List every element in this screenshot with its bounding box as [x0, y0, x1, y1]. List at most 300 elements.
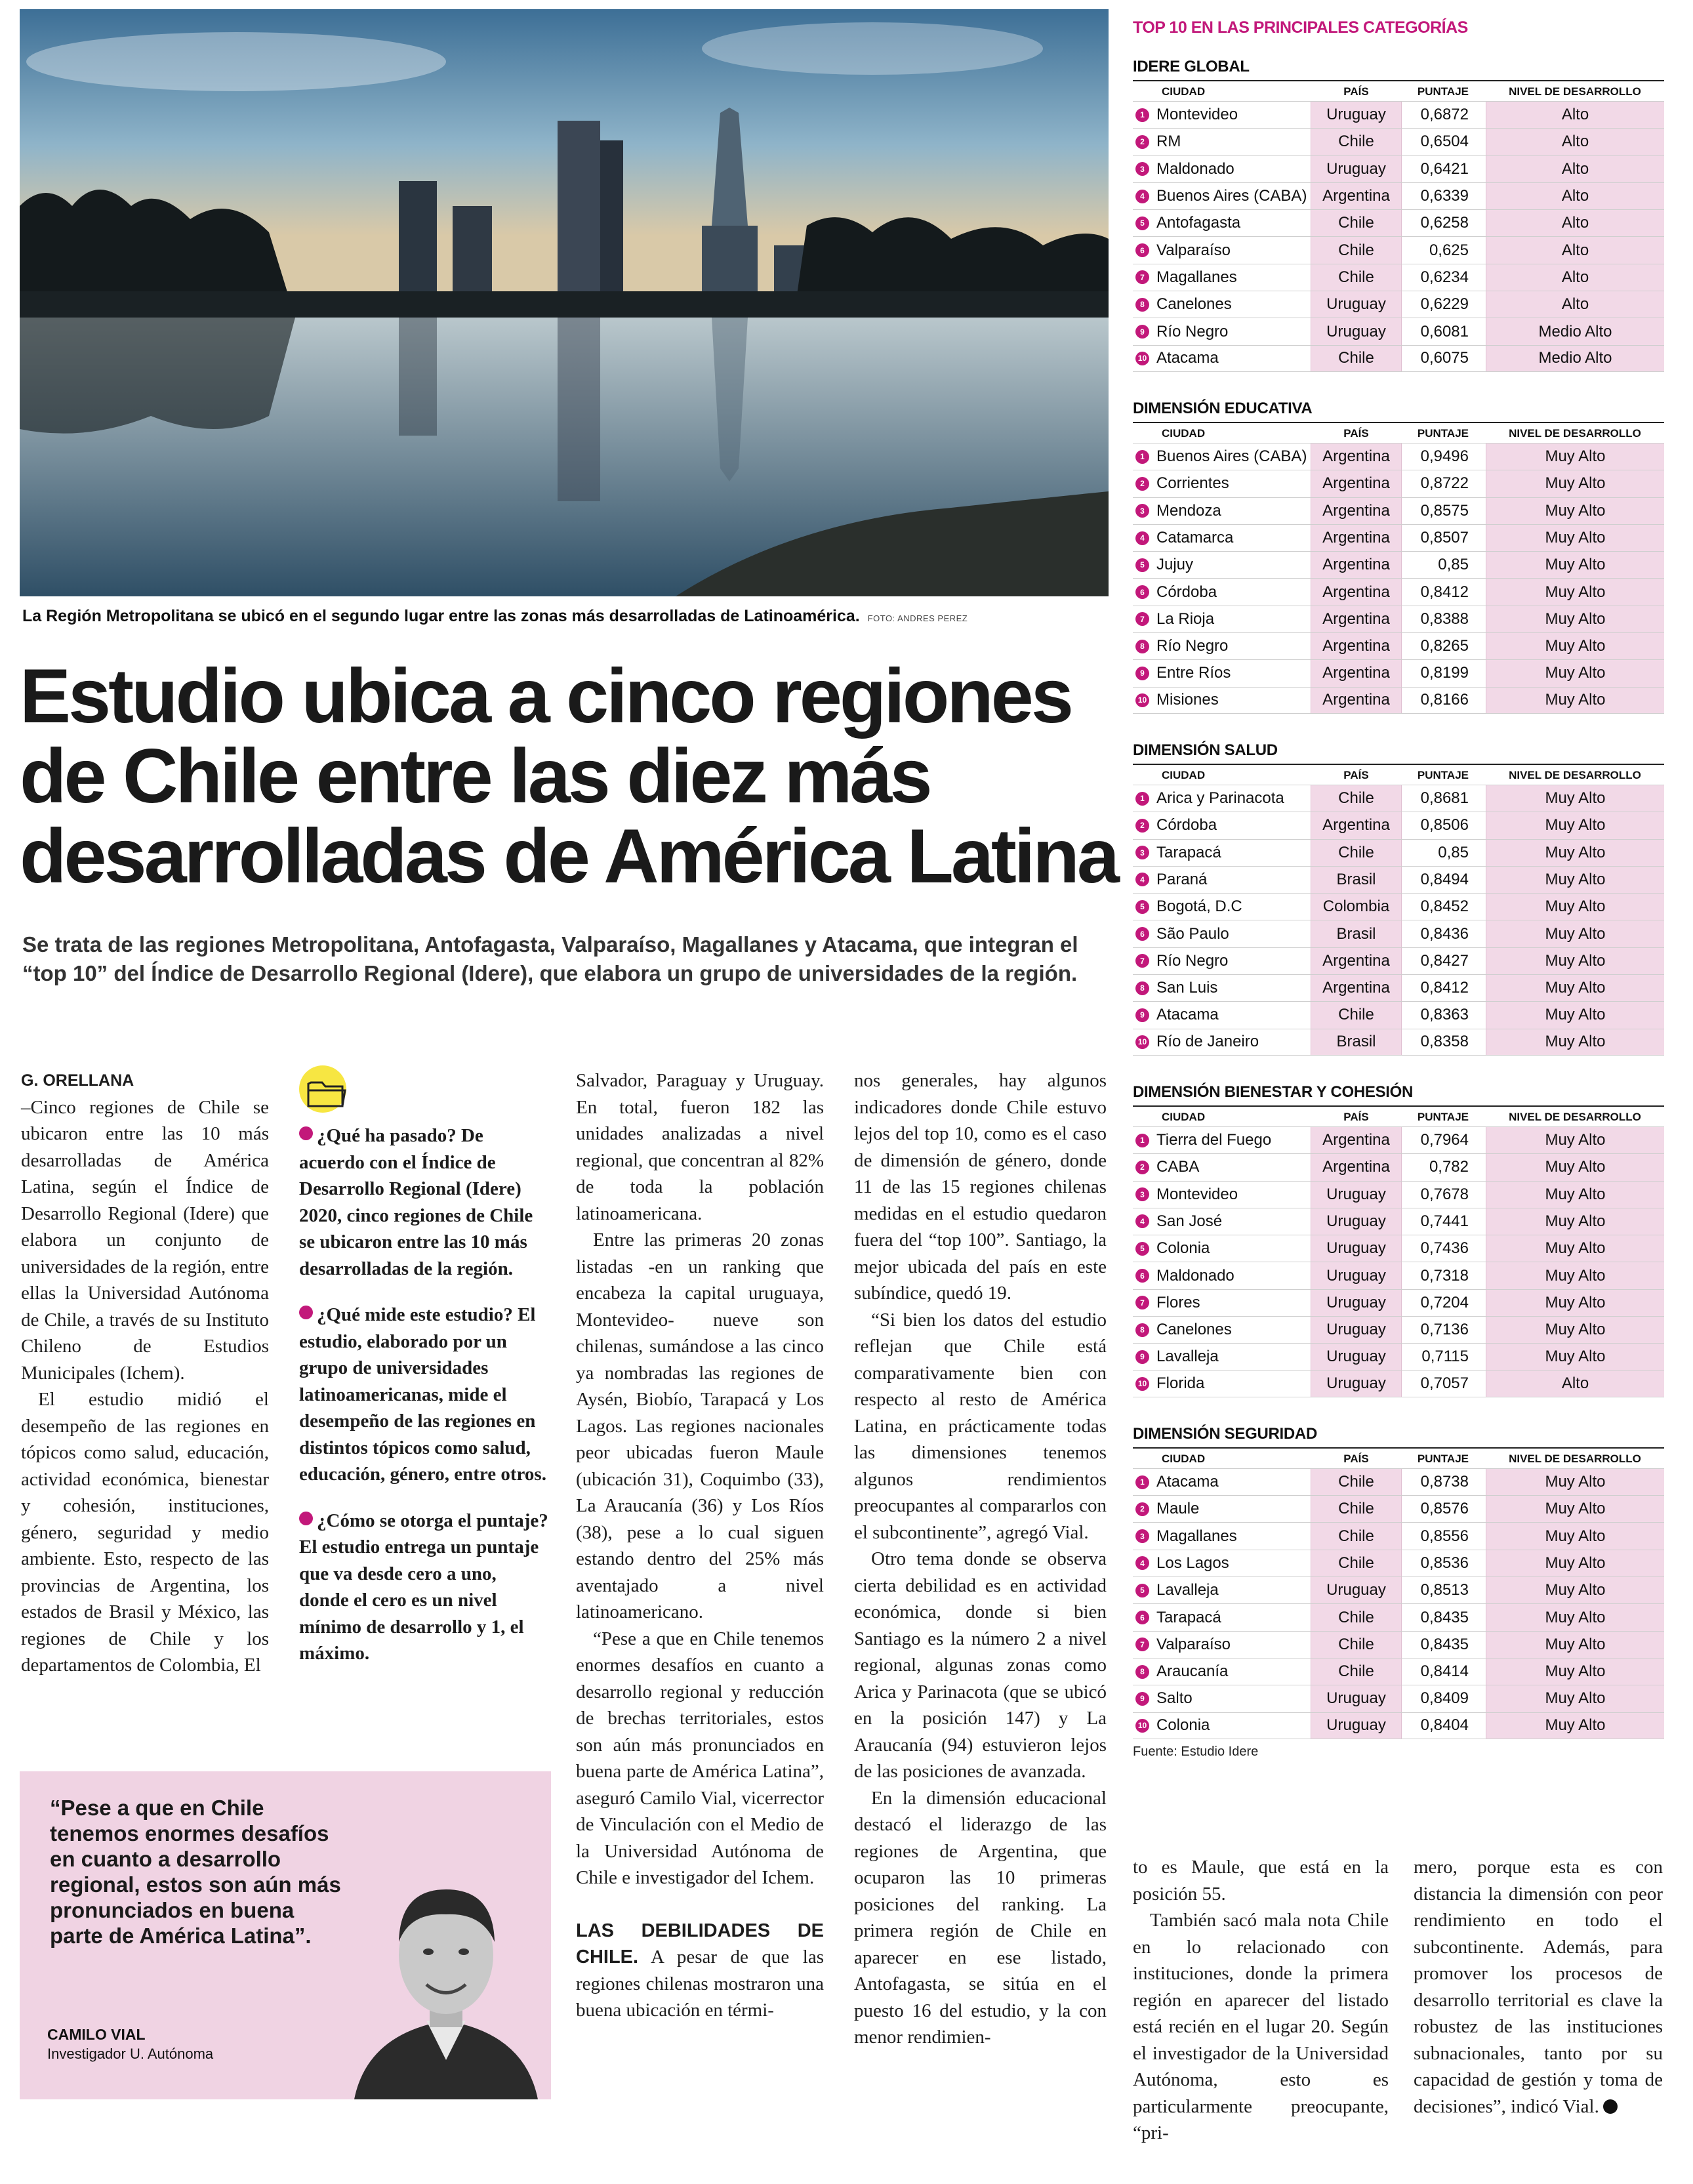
city-skyline-image: [20, 9, 1109, 596]
cell-city: [1133, 1212, 1311, 1231]
table-row: [1133, 1576, 1664, 1603]
rank-badge: 6: [1135, 927, 1149, 941]
qa-answer: El estudio, elaborado por un grupo de universidades latinoamericanas, mide el desempeño de las regiones en distintos tópicos como salud, educación, género, entre otros.: [299, 1304, 546, 1485]
header-country: PAÍS: [1343, 768, 1369, 781]
rank-badge: 8: [1135, 1665, 1149, 1679]
cell-score: 0,8452: [1420, 897, 1469, 916]
table-row: [1133, 947, 1664, 974]
header-level: NIVEL DE DESARROLLO: [1509, 426, 1641, 440]
table-row: [1133, 1001, 1664, 1028]
ranking-table: [1133, 1425, 1664, 1739]
cell-score: 0,7964: [1420, 1131, 1469, 1149]
rank-badge: 7: [1135, 954, 1149, 968]
cell-score: 0,8507: [1420, 529, 1469, 546]
cell-level: Muy Alto: [1486, 1604, 1664, 1630]
cell-city: [1133, 133, 1311, 151]
rank-badge: 7: [1135, 1296, 1149, 1309]
city-name: Montevideo: [1156, 1185, 1238, 1203]
rank-badge: 5: [1135, 1242, 1149, 1256]
cell-level: Muy Alto: [1486, 606, 1664, 632]
cell-country: Chile: [1311, 346, 1402, 371]
cell-city: [1133, 214, 1311, 232]
cell-country: Chile: [1311, 1604, 1402, 1630]
byline: G. ORELLANA: [21, 1071, 134, 1090]
table-header: [1133, 423, 1664, 443]
ranking-table: [1133, 58, 1664, 372]
cell-level: Muy Alto: [1486, 1182, 1664, 1208]
cell-score: 0,8575: [1420, 501, 1469, 520]
city-name: Maule: [1156, 1500, 1200, 1518]
cell-level: Muy Alto: [1486, 1496, 1664, 1522]
header-country: PAÍS: [1343, 85, 1369, 98]
cell-level: Muy Alto: [1486, 579, 1664, 605]
cell-level: Alto: [1486, 210, 1664, 236]
cell-country: Brasil: [1311, 867, 1402, 893]
cell-score: 0,8576: [1420, 1500, 1469, 1518]
cell-country: Chile: [1311, 1496, 1402, 1522]
article-column-6: [1414, 1854, 1663, 2120]
cell-country: Chile: [1311, 1469, 1402, 1495]
cell-level: Muy Alto: [1486, 812, 1664, 838]
cell-level: Muy Alto: [1486, 470, 1664, 497]
cell-level: Muy Alto: [1486, 1208, 1664, 1235]
cell-level: Muy Alto: [1486, 1029, 1664, 1055]
cell-level: Muy Alto: [1486, 498, 1664, 524]
city-name: Arica y Parinacota: [1156, 789, 1284, 808]
rank-badge: 1: [1135, 1134, 1149, 1147]
rank-badge: 5: [1135, 1584, 1149, 1597]
rank-badge: 2: [1135, 1161, 1149, 1174]
rank-badge: 8: [1135, 640, 1149, 653]
cell-level: Muy Alto: [1486, 1523, 1664, 1549]
cell-country: Argentina: [1311, 948, 1402, 974]
table-row: [1133, 785, 1664, 812]
cell-score: 0,85: [1438, 556, 1469, 574]
rankings-tables: [1133, 58, 1664, 1739]
cell-level: Muy Alto: [1486, 1235, 1664, 1262]
cell-country: Uruguay: [1311, 1208, 1402, 1235]
cell-country: Argentina: [1311, 1127, 1402, 1153]
paragraph: “Pese a que en Chile tenemos enormes desafíos en cuanto a desarrollo regional y reducción de brechas territoriales, estos son aún más pronunciados en buena parte de América Latina”, aseguró Camilo Vial, vicerrector de Vinculación con el Medio de la Universidad Autónoma de Chile e investigador del Ichem.: [576, 1628, 824, 1888]
cell-level: Alto: [1486, 264, 1664, 291]
city-name: Los Lagos: [1156, 1554, 1229, 1572]
cell-score: 0,8199: [1420, 664, 1469, 682]
cell-score: 0,8412: [1420, 979, 1469, 997]
cell-score: 0,8722: [1420, 474, 1469, 493]
rank-badge: 7: [1135, 270, 1149, 284]
headline: [20, 653, 1117, 899]
cell-score: 0,7678: [1420, 1185, 1469, 1203]
cell-city: [1133, 1554, 1311, 1573]
table-header: [1133, 1449, 1664, 1468]
header-level: NIVEL DE DESARROLLO: [1509, 85, 1641, 98]
table-row: [1133, 659, 1664, 686]
cell-score: 0,7115: [1421, 1348, 1469, 1366]
qa-item: [299, 1123, 548, 1282]
city-name: Córdoba: [1156, 583, 1217, 601]
header-level: NIVEL DE DESARROLLO: [1509, 768, 1641, 781]
table-row: [1133, 1262, 1664, 1288]
caption-text: La Región Metropolitana se ubicó en el segundo lugar entre las zonas más desarrolladas de Latinoamérica.: [22, 607, 860, 625]
cell-score: 0,6229: [1420, 295, 1469, 314]
cell-score: 0,6872: [1420, 106, 1469, 124]
table-header: [1133, 1107, 1664, 1126]
cell-country: Argentina: [1311, 660, 1402, 686]
cell-score: 0,8436: [1420, 924, 1469, 943]
cell-city: [1133, 1033, 1311, 1051]
table-row: [1133, 1685, 1664, 1712]
cell-country: Chile: [1311, 129, 1402, 155]
rank-badge: 1: [1135, 1475, 1149, 1489]
city-name: Flores: [1156, 1293, 1200, 1311]
cell-city: [1133, 925, 1311, 943]
city-name: Catamarca: [1156, 529, 1234, 546]
rank-badge: 3: [1135, 1529, 1149, 1543]
rank-badge: 8: [1135, 1323, 1149, 1337]
cell-city: [1133, 691, 1311, 709]
rank-badge: 3: [1135, 1187, 1149, 1201]
cell-level: Muy Alto: [1486, 1317, 1664, 1343]
cell-level: Muy Alto: [1486, 1469, 1664, 1495]
city-name: Atacama: [1156, 1473, 1219, 1491]
cell-level: Alto: [1486, 1371, 1664, 1397]
cell-country: Argentina: [1311, 606, 1402, 632]
cell-level: Medio Alto: [1486, 318, 1664, 344]
rank-badge: 9: [1135, 1692, 1149, 1706]
table-row: [1133, 524, 1664, 551]
qa-item: [299, 1508, 548, 1667]
rank-badge: 6: [1135, 1269, 1149, 1283]
cell-score: 0,782: [1429, 1158, 1469, 1176]
cell-score: 0,8427: [1420, 951, 1469, 970]
cell-score: 0,8738: [1420, 1473, 1469, 1491]
cell-country: Uruguay: [1311, 1235, 1402, 1262]
article-column-5: [1133, 1854, 1389, 2147]
cell-city: [1133, 1581, 1311, 1599]
cell-level: Muy Alto: [1486, 1632, 1664, 1658]
cover-photo: [20, 9, 1109, 596]
cell-city: [1133, 637, 1311, 655]
header-city: CIUDAD: [1162, 1452, 1206, 1465]
cell-level: Alto: [1486, 237, 1664, 263]
rank-badge: 10: [1135, 1719, 1149, 1733]
cell-city: [1133, 160, 1311, 178]
rank-badge: 4: [1135, 531, 1149, 545]
cell-score: 0,8363: [1420, 1006, 1469, 1024]
cell-city: [1133, 1185, 1311, 1204]
city-name: Entre Ríos: [1156, 664, 1231, 682]
table-row: [1133, 1603, 1664, 1630]
cell-country: Uruguay: [1311, 1577, 1402, 1603]
cell-country: Chile: [1311, 1002, 1402, 1028]
cell-score: 0,85: [1438, 843, 1469, 861]
cell-country: Chile: [1311, 785, 1402, 812]
source-note: Fuente: Estudio Idere: [1133, 1744, 1259, 1759]
cell-country: Argentina: [1311, 812, 1402, 838]
ranking-table: [1133, 1083, 1664, 1397]
cell-country: Uruguay: [1311, 1262, 1402, 1288]
cell-city: [1133, 1131, 1311, 1149]
cell-country: Uruguay: [1311, 1182, 1402, 1208]
cell-country: Argentina: [1311, 688, 1402, 713]
cell-score: 0,8265: [1420, 637, 1469, 655]
city-name: Canelones: [1156, 1321, 1232, 1339]
cell-city: [1133, 1527, 1311, 1546]
rank-badge: 8: [1135, 981, 1149, 995]
cell-score: 0,6504: [1420, 133, 1469, 151]
cell-city: [1133, 295, 1311, 314]
rank-badge: 9: [1135, 667, 1149, 680]
table-row: [1133, 1126, 1664, 1153]
cell-country: Uruguay: [1311, 102, 1402, 128]
table-row: [1133, 443, 1664, 470]
rank-badge: 6: [1135, 585, 1149, 599]
quote-author-role: Investigador U. Autónoma: [47, 2046, 214, 2062]
table-row: [1133, 497, 1664, 524]
cell-level: Muy Alto: [1486, 920, 1664, 947]
city-name: San Luis: [1156, 979, 1218, 997]
header-city: CIUDAD: [1162, 85, 1206, 98]
cell-city: [1133, 1716, 1311, 1735]
city-name: Colonia: [1156, 1716, 1210, 1735]
cell-score: 0,8435: [1420, 1608, 1469, 1626]
rank-badge: 2: [1135, 1502, 1149, 1516]
cell-level: Muy Alto: [1486, 552, 1664, 578]
cell-country: Chile: [1311, 1659, 1402, 1685]
table-row: [1133, 1468, 1664, 1495]
rankings-title: TOP 10 EN LAS PRINCIPALES CATEGORÍAS: [1133, 18, 1468, 37]
city-name: Tarapacá: [1156, 843, 1221, 861]
table-row: [1133, 182, 1664, 209]
cell-level: Muy Alto: [1486, 867, 1664, 893]
rank-badge: 1: [1135, 108, 1149, 122]
cell-level: Muy Alto: [1486, 1659, 1664, 1685]
rank-badge: 9: [1135, 1350, 1149, 1364]
city-name: Tarapacá: [1156, 1608, 1221, 1626]
rank-badge: 2: [1135, 819, 1149, 833]
rank-badge: 1: [1135, 450, 1149, 464]
paragraph: nos generales, hay algunos indicadores donde Chile estuvo lejos del top 10, como es el caso de dimensión de género, donde 11 de las 15 regiones chilenas medidas en el estudio quedaron fuera del “top 100”. Santiago, la mejor ubicada del país en este subíndice, quedó 19.: [854, 1070, 1107, 1304]
ranking-table: [1133, 741, 1664, 1056]
cell-city: [1133, 1374, 1311, 1393]
header-city: CIUDAD: [1162, 1110, 1206, 1123]
qa-box: [299, 1065, 548, 1687]
table-title: DIMENSIÓN SEGURIDAD: [1133, 1425, 1664, 1449]
header-country: PAÍS: [1343, 1110, 1369, 1123]
headline-line-2: de Chile entre las diez más: [20, 733, 930, 819]
cell-score: 0,8556: [1420, 1527, 1469, 1545]
rank-badge: 10: [1135, 352, 1149, 365]
cell-country: Uruguay: [1311, 156, 1402, 182]
paragraph: –Cinco regiones de Chile se ubicaron entre las 10 más desarrolladas de América Latina, según el Índice de Desarrollo Regional (Idere) que elabora un conjunto de universidades de la región, entre ellas la Universidad Autónoma de Chile, a través de su Instituto Chileno de Estudios Municipales (Ichem).: [21, 1096, 269, 1384]
city-name: Buenos Aires (CABA): [1156, 187, 1307, 205]
photo-caption: [22, 607, 1105, 626]
cell-city: [1133, 1239, 1311, 1258]
city-name: Lavalleja: [1156, 1581, 1219, 1599]
cell-country: Uruguay: [1311, 1344, 1402, 1370]
cell-city: [1133, 816, 1311, 834]
table-row: [1133, 128, 1664, 155]
table-header: [1133, 81, 1664, 101]
rank-badge: 4: [1135, 190, 1149, 203]
cell-score: 0,8681: [1420, 789, 1469, 808]
cell-city: [1133, 241, 1311, 260]
cell-score: 0,8358: [1420, 1033, 1469, 1051]
city-name: Paraná: [1156, 870, 1208, 888]
table-row: [1133, 1658, 1664, 1685]
table-row: [1133, 1343, 1664, 1370]
rank-badge: 1: [1135, 792, 1149, 806]
rank-badge: 4: [1135, 873, 1149, 886]
city-name: Valparaíso: [1156, 241, 1231, 259]
city-name: São Paulo: [1156, 924, 1229, 943]
cell-score: 0,7057: [1420, 1374, 1469, 1393]
table-title: DIMENSIÓN EDUCATIVA: [1133, 400, 1664, 423]
city-name: Buenos Aires (CABA): [1156, 447, 1307, 466]
paragraph: En la dimensión educacional destacó el liderazgo de las regiones de Argentina, que ocuparon las 10 primeras posiciones del ranking. La primera región de Chile en aparecer en ese listado, Antofagasta, se sitúa en el puesto 16 del estudio, y la con menor rendimien-: [854, 1787, 1107, 2048]
cell-level: Muy Alto: [1486, 1127, 1664, 1153]
city-name: La Rioja: [1156, 609, 1215, 628]
cell-country: Chile: [1311, 237, 1402, 263]
author-portrait: [341, 1844, 551, 2099]
city-name: Salto: [1156, 1689, 1193, 1708]
city-name: Mendoza: [1156, 501, 1221, 520]
cell-country: Uruguay: [1311, 1713, 1402, 1739]
city-name: RM: [1156, 133, 1181, 151]
table-row: [1133, 687, 1664, 714]
rank-badge: 2: [1135, 135, 1149, 149]
cell-level: Alto: [1486, 156, 1664, 182]
rank-badge: 7: [1135, 1638, 1149, 1651]
table-row: [1133, 318, 1664, 344]
cell-country: Chile: [1311, 1632, 1402, 1658]
cell-city: [1133, 1267, 1311, 1285]
paragraph: “Si bien los datos del estudio reflejan que Chile está comparativamente bien con respecto al resto de América Latina, en prácticamente todas las dimensiones tenemos algunos rendimientos preocupantes al compararlos con el subcontinente”, agregó Vial.: [854, 1309, 1107, 1543]
cell-score: 0,8536: [1420, 1554, 1469, 1572]
cell-level: Alto: [1486, 291, 1664, 318]
city-name: Río de Janeiro: [1156, 1033, 1259, 1051]
cell-city: [1133, 1636, 1311, 1654]
table-row: [1133, 1522, 1664, 1549]
article-column-1: [21, 1067, 269, 1679]
rank-badge: 9: [1135, 325, 1149, 339]
cell-country: Brasil: [1311, 920, 1402, 947]
cell-level: Muy Alto: [1486, 1577, 1664, 1603]
paragraph-text: mero, porque esta es con distancia la dimensión con peor rendimiento en todo el subcontinente. Además, para promover los procesos de desarrollo territorial es clave la robustez de las instituciones subnacionales, tanto por su capacidad de gestión y toma de decisiones”, indicó Vial.: [1414, 1857, 1663, 2117]
table-row: [1133, 893, 1664, 920]
cell-city: [1133, 1348, 1311, 1366]
table-header: [1133, 765, 1664, 785]
deck: Se trata de las regiones Metropolitana, Antofagasta, Valparaíso, Magallanes y Atacama, que integran el “top 10” del Índice de Desarrollo Regional (Idere), que elabora un grupo de universidades de la región.: [22, 932, 1078, 985]
cell-country: Argentina: [1311, 975, 1402, 1001]
cell-level: Muy Alto: [1486, 1550, 1664, 1576]
cell-country: Uruguay: [1311, 318, 1402, 344]
cell-level: Muy Alto: [1486, 1002, 1664, 1028]
city-name: Maldonado: [1156, 159, 1234, 178]
cell-level: Muy Alto: [1486, 1154, 1664, 1180]
rankings-panel: [1133, 18, 1664, 1760]
header-level: NIVEL DE DESARROLLO: [1509, 1452, 1641, 1465]
cell-score: 0,8494: [1420, 870, 1469, 888]
cell-city: [1133, 897, 1311, 916]
city-name: Magallanes: [1156, 1527, 1237, 1545]
table-row: [1133, 1316, 1664, 1343]
cell-country: Brasil: [1311, 1029, 1402, 1055]
city-name: Maldonado: [1156, 1266, 1234, 1285]
cell-city: [1133, 1294, 1311, 1312]
city-name: Montevideo: [1156, 106, 1238, 124]
paragraph: [1414, 1854, 1663, 2120]
cell-score: 0,7436: [1420, 1239, 1469, 1258]
bullet-icon: [299, 1126, 313, 1140]
folder-icon: [299, 1065, 363, 1115]
cell-city: [1133, 474, 1311, 493]
cell-city: [1133, 583, 1311, 602]
cell-country: Argentina: [1311, 498, 1402, 524]
cell-level: Muy Alto: [1486, 785, 1664, 812]
rank-badge: 8: [1135, 298, 1149, 312]
header-city: CIUDAD: [1162, 768, 1206, 781]
city-name: Misiones: [1156, 691, 1219, 709]
portrait-image: [341, 1844, 551, 2099]
city-name: Corrientes: [1156, 474, 1229, 493]
cell-country: Uruguay: [1311, 1371, 1402, 1397]
rank-badge: 4: [1135, 1214, 1149, 1228]
header-country: PAÍS: [1343, 1452, 1369, 1465]
cell-city: [1133, 1689, 1311, 1708]
city-name: Río Negro: [1156, 951, 1229, 970]
cell-country: Chile: [1311, 840, 1402, 866]
table-row: [1133, 1495, 1664, 1522]
cell-city: [1133, 1158, 1311, 1176]
rank-badge: 3: [1135, 504, 1149, 518]
cell-country: Chile: [1311, 1523, 1402, 1549]
rank-badge: 2: [1135, 477, 1149, 491]
ranking-table: [1133, 400, 1664, 714]
table-row: [1133, 345, 1664, 372]
paragraph: Otro tema donde se observa cierta debilidad es en actividad económica, donde si bien Santiago es la número 2 a nivel regional, algunas zonas como Arica y Parinacota (que se ubicó en la posición 147) y La Araucanía (94) estuvieron lejos de las posiciones de avanzada.: [854, 1548, 1107, 1782]
city-name: Araucanía: [1156, 1662, 1229, 1681]
header-city: CIUDAD: [1162, 426, 1206, 440]
cell-score: 0,7441: [1420, 1212, 1469, 1230]
table-row: [1133, 236, 1664, 263]
city-name: Antofagasta: [1156, 214, 1241, 232]
article-column-3: [576, 1067, 824, 2024]
cell-score: 0,7318: [1420, 1266, 1469, 1285]
city-name: Atacama: [1156, 349, 1219, 367]
table-row: [1133, 470, 1664, 497]
cell-country: Argentina: [1311, 525, 1402, 551]
cell-city: [1133, 447, 1311, 466]
cell-level: Muy Alto: [1486, 525, 1664, 551]
paragraph: Salvador, Paraguay y Uruguay. En total, fueron 182 las unidades analizadas a nivel regional, que concentran al 82% de toda la población latinoamericana.: [576, 1070, 824, 1224]
cell-level: Muy Alto: [1486, 1290, 1664, 1316]
cell-city: [1133, 556, 1311, 574]
cell-city: [1133, 349, 1311, 367]
rank-badge: 3: [1135, 162, 1149, 176]
header-score: PUNTAJE: [1417, 1452, 1469, 1465]
cell-score: 0,7136: [1420, 1321, 1469, 1339]
cell-level: Alto: [1486, 129, 1664, 155]
rank-badge: 5: [1135, 216, 1149, 230]
city-name: Colonia: [1156, 1239, 1210, 1258]
bullet-icon: [299, 1512, 313, 1525]
header-score: PUNTAJE: [1417, 426, 1469, 440]
cell-city: [1133, 1500, 1311, 1518]
table-row: [1133, 1153, 1664, 1180]
cell-city: [1133, 502, 1311, 520]
cell-level: Alto: [1486, 102, 1664, 128]
